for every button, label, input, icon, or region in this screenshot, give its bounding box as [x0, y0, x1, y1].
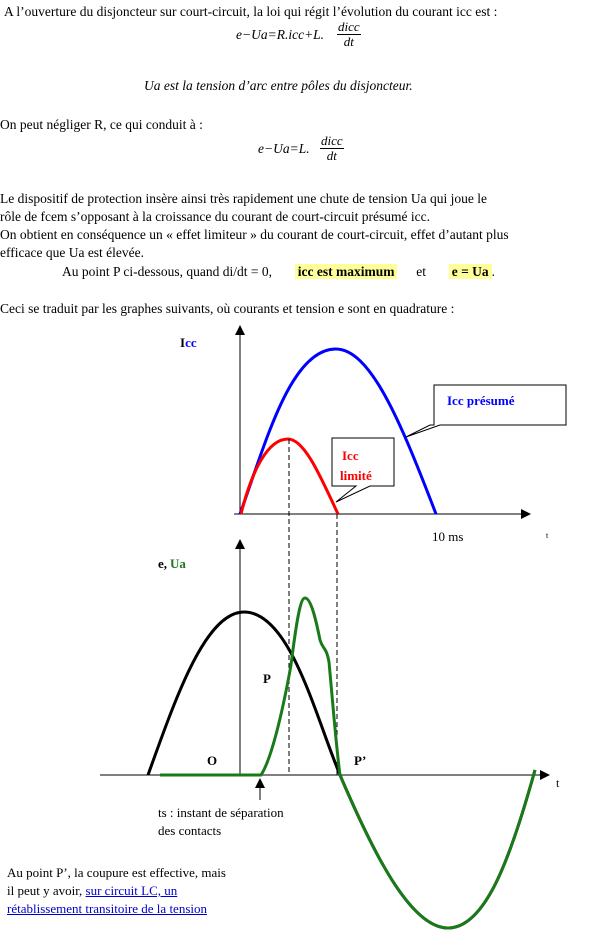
icc-limite-label-1: Icc	[342, 448, 359, 463]
equation-2-numerator: dicc	[321, 133, 343, 148]
tick-10ms: 10 ms	[432, 529, 464, 544]
paragraph-line-4: efficace que Ua est élevée.	[0, 245, 145, 260]
icc-limite-label-2: limité	[340, 468, 372, 483]
label-p-prime: P’	[354, 753, 367, 768]
icc-presume-label: Icc présumé	[447, 393, 515, 408]
note-line-2	[7, 883, 177, 899]
top-y-label: Icc	[180, 335, 197, 350]
note-line-3	[7, 901, 207, 917]
graphs-intro-text: Ceci se traduit par les graphes suivants, où courants et tension e sont en quadrature :	[0, 301, 455, 316]
equation-2-left: e−Ua=L.	[258, 141, 310, 156]
label-p: P	[263, 671, 271, 686]
equation-1-denominator: dt	[343, 34, 354, 49]
lc-circuit-link[interactable]: sur circuit LC, un	[85, 883, 178, 898]
paragraph-line-2: rôle de fcem s’opposant à la croissance du courant de court-circuit présumé icc.	[0, 209, 430, 224]
note-line-2-text: il peut y avoir,	[7, 883, 83, 898]
neglect-r-text: On peut négliger R, ce qui conduit à :	[0, 117, 203, 132]
paragraph-line-3: On obtient en conséquence un « effet limiteur » du courant de court-circuit, effet d’autant plus	[0, 227, 509, 242]
bottom-y-label: e, Ua	[158, 556, 186, 571]
ua-definition: Ua est la tension d’arc entre pôles du disjoncteur.	[144, 78, 413, 93]
bottom-x-label: t	[556, 776, 560, 790]
ts-label-line-1: ts : instant de séparation	[158, 805, 284, 820]
equation-1-numerator: dicc	[338, 19, 360, 34]
top-x-label: t	[546, 531, 549, 540]
et-text: et	[416, 264, 426, 279]
transient-voltage-link[interactable]: rétablissement transitoire de la tension	[7, 901, 207, 916]
highlight-e-equals-ua: e = Ua	[449, 264, 492, 279]
equation-1-left: e−Ua=R.icc+L.	[236, 27, 325, 42]
intro-text: A l’ouverture du disjoncteur sur court-circuit, la loi qui régit l’évolution du courant icc est :	[4, 4, 498, 19]
highlight-icc-maximum: icc est maximum	[295, 264, 398, 279]
point-p-text: Au point P ci-dessous, quand di/dt = 0,	[62, 264, 272, 279]
ts-label-line-2: des contacts	[158, 823, 222, 838]
paragraph-line-1: Le dispositif de protection insère ainsi très rapidement une chute de tension Ua qui joue le	[0, 191, 487, 206]
period: .	[491, 264, 496, 279]
icc-presume-curve	[240, 349, 436, 514]
note-line-1: Au point P’, la coupure est effective, mais	[7, 865, 226, 880]
label-o: O	[207, 753, 218, 768]
equation-2-denominator: dt	[326, 148, 337, 163]
